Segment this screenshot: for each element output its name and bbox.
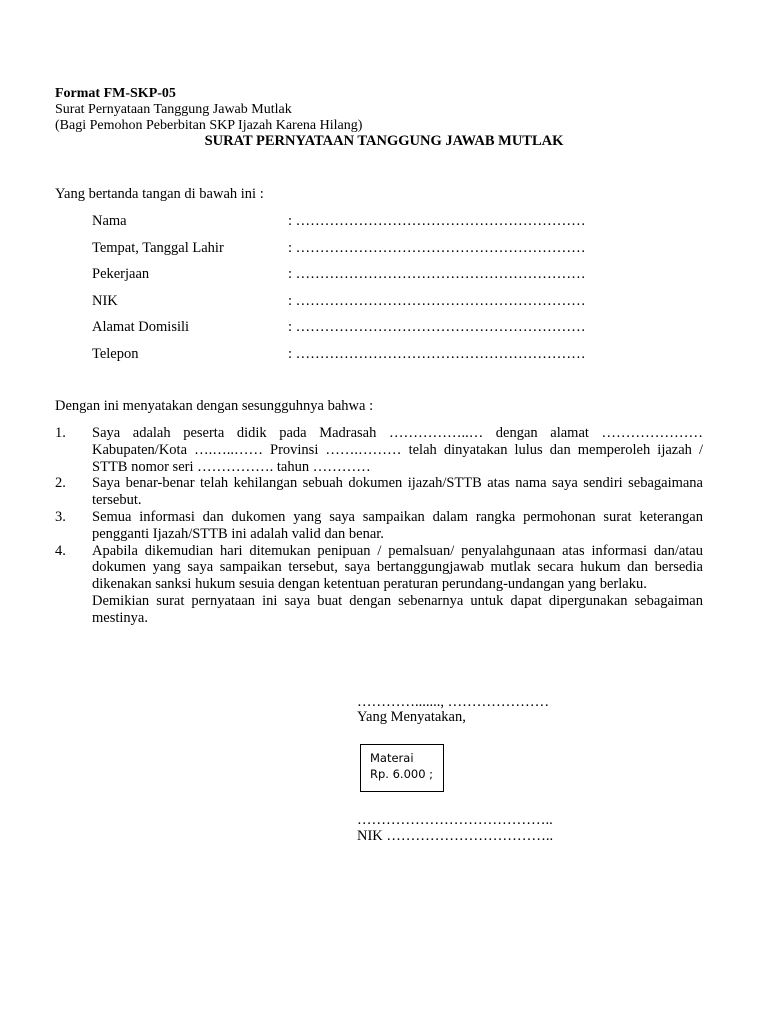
list-item [55, 543, 703, 593]
item-number: 3. [55, 508, 66, 525]
field-value: : …………………………………………………… [288, 293, 586, 309]
list-item [55, 425, 703, 475]
field-label: Nama [92, 213, 127, 229]
signature-nik-line: NIK …………………………….. [357, 828, 554, 844]
intro-text: Yang bertanda tangan di bawah ini : [55, 186, 264, 202]
form-note: (Bagi Pemohon Peberbitan SKP Ijazah Karena Hilang) [55, 118, 363, 133]
item-text: Semua informasi dan dukomen yang saya sampaikan dalam rangka permohonan surat keterangan pengganti Ijazah/STTB ini adalah valid dan benar. [92, 508, 703, 542]
field-tempat-tanggal-lahir [92, 240, 652, 260]
item-number: 2. [55, 475, 66, 492]
stamp-line-1: Materai [370, 751, 414, 765]
field-label: NIK [92, 293, 118, 309]
field-telepon [92, 346, 652, 366]
field-alamat-domisili [92, 319, 652, 339]
field-value: : …………………………………………………… [288, 319, 586, 335]
item-text: Saya adalah peserta didik pada Madrasah ……………..… dengan alamat ………………… Kabupaten/Kota ….…..…… Provinsi …….……… telah dinyatakan lulus dan memperoleh ijazah / STTB nomor seri ……………. tahun ………… [92, 425, 703, 475]
field-label: Tempat, Tanggal Lahir [92, 240, 224, 256]
item-text: Saya benar-benar telah kehilangan sebuah dokumen ijazah/STTB atas nama saya sendiri sebagaimana tersebut. [92, 475, 703, 509]
list-item [55, 475, 703, 509]
field-label: Alamat Domisili [92, 319, 190, 335]
signature-label: Yang Menyatakan, [357, 709, 466, 725]
format-code: Format FM-SKP-05 [55, 86, 176, 101]
signature-name-line: ………………………………….. [357, 812, 553, 828]
field-value: : …………………………………………………… [288, 266, 586, 282]
field-label: Telepon [92, 346, 139, 362]
field-value: : …………………………………………………… [288, 346, 586, 362]
materai-stamp-box [360, 744, 444, 792]
closing-statement: Demikian surat pernyataan ini saya buat dengan sebenarnya untuk dapat dipergunakan sebagaiman mestinya. [92, 592, 703, 626]
document-title: SURAT PERNYATAAN TANGGUNG JAWAB MUTLAK [204, 133, 564, 149]
field-pekerjaan [92, 266, 652, 286]
field-value: : …………………………………………………… [288, 213, 586, 229]
field-nama [92, 213, 652, 233]
field-value: : …………………………………………………… [288, 240, 586, 256]
declaration-list [55, 425, 703, 627]
list-item [55, 509, 703, 543]
declaration-intro: Dengan ini menyatakan dengan sesungguhnya bahwa : [55, 398, 374, 414]
field-nik [92, 293, 652, 313]
field-label: Pekerjaan [92, 266, 150, 282]
item-number: 1. [55, 425, 66, 441]
stamp-line-2: Rp. 6.000 ; [370, 767, 434, 781]
signature-place-date: …………......., ………………… [357, 694, 550, 710]
item-text: Apabila dikemudian hari ditemukan penipuan / pemalsuan/ penyalahgunaan atas informasi dan/atau dokumen yang saya sampaikan tersebut, saya bertanggungjawab mutlak secara hukum dan bersedia dikenakan sanksi hukum sesuia dengan ketentuan peraturan perundang-undangan yang berlaku. [92, 542, 703, 593]
item-number: 4. [55, 542, 66, 559]
form-subtitle: Surat Pernyataan Tanggung Jawab Mutlak [55, 102, 292, 117]
